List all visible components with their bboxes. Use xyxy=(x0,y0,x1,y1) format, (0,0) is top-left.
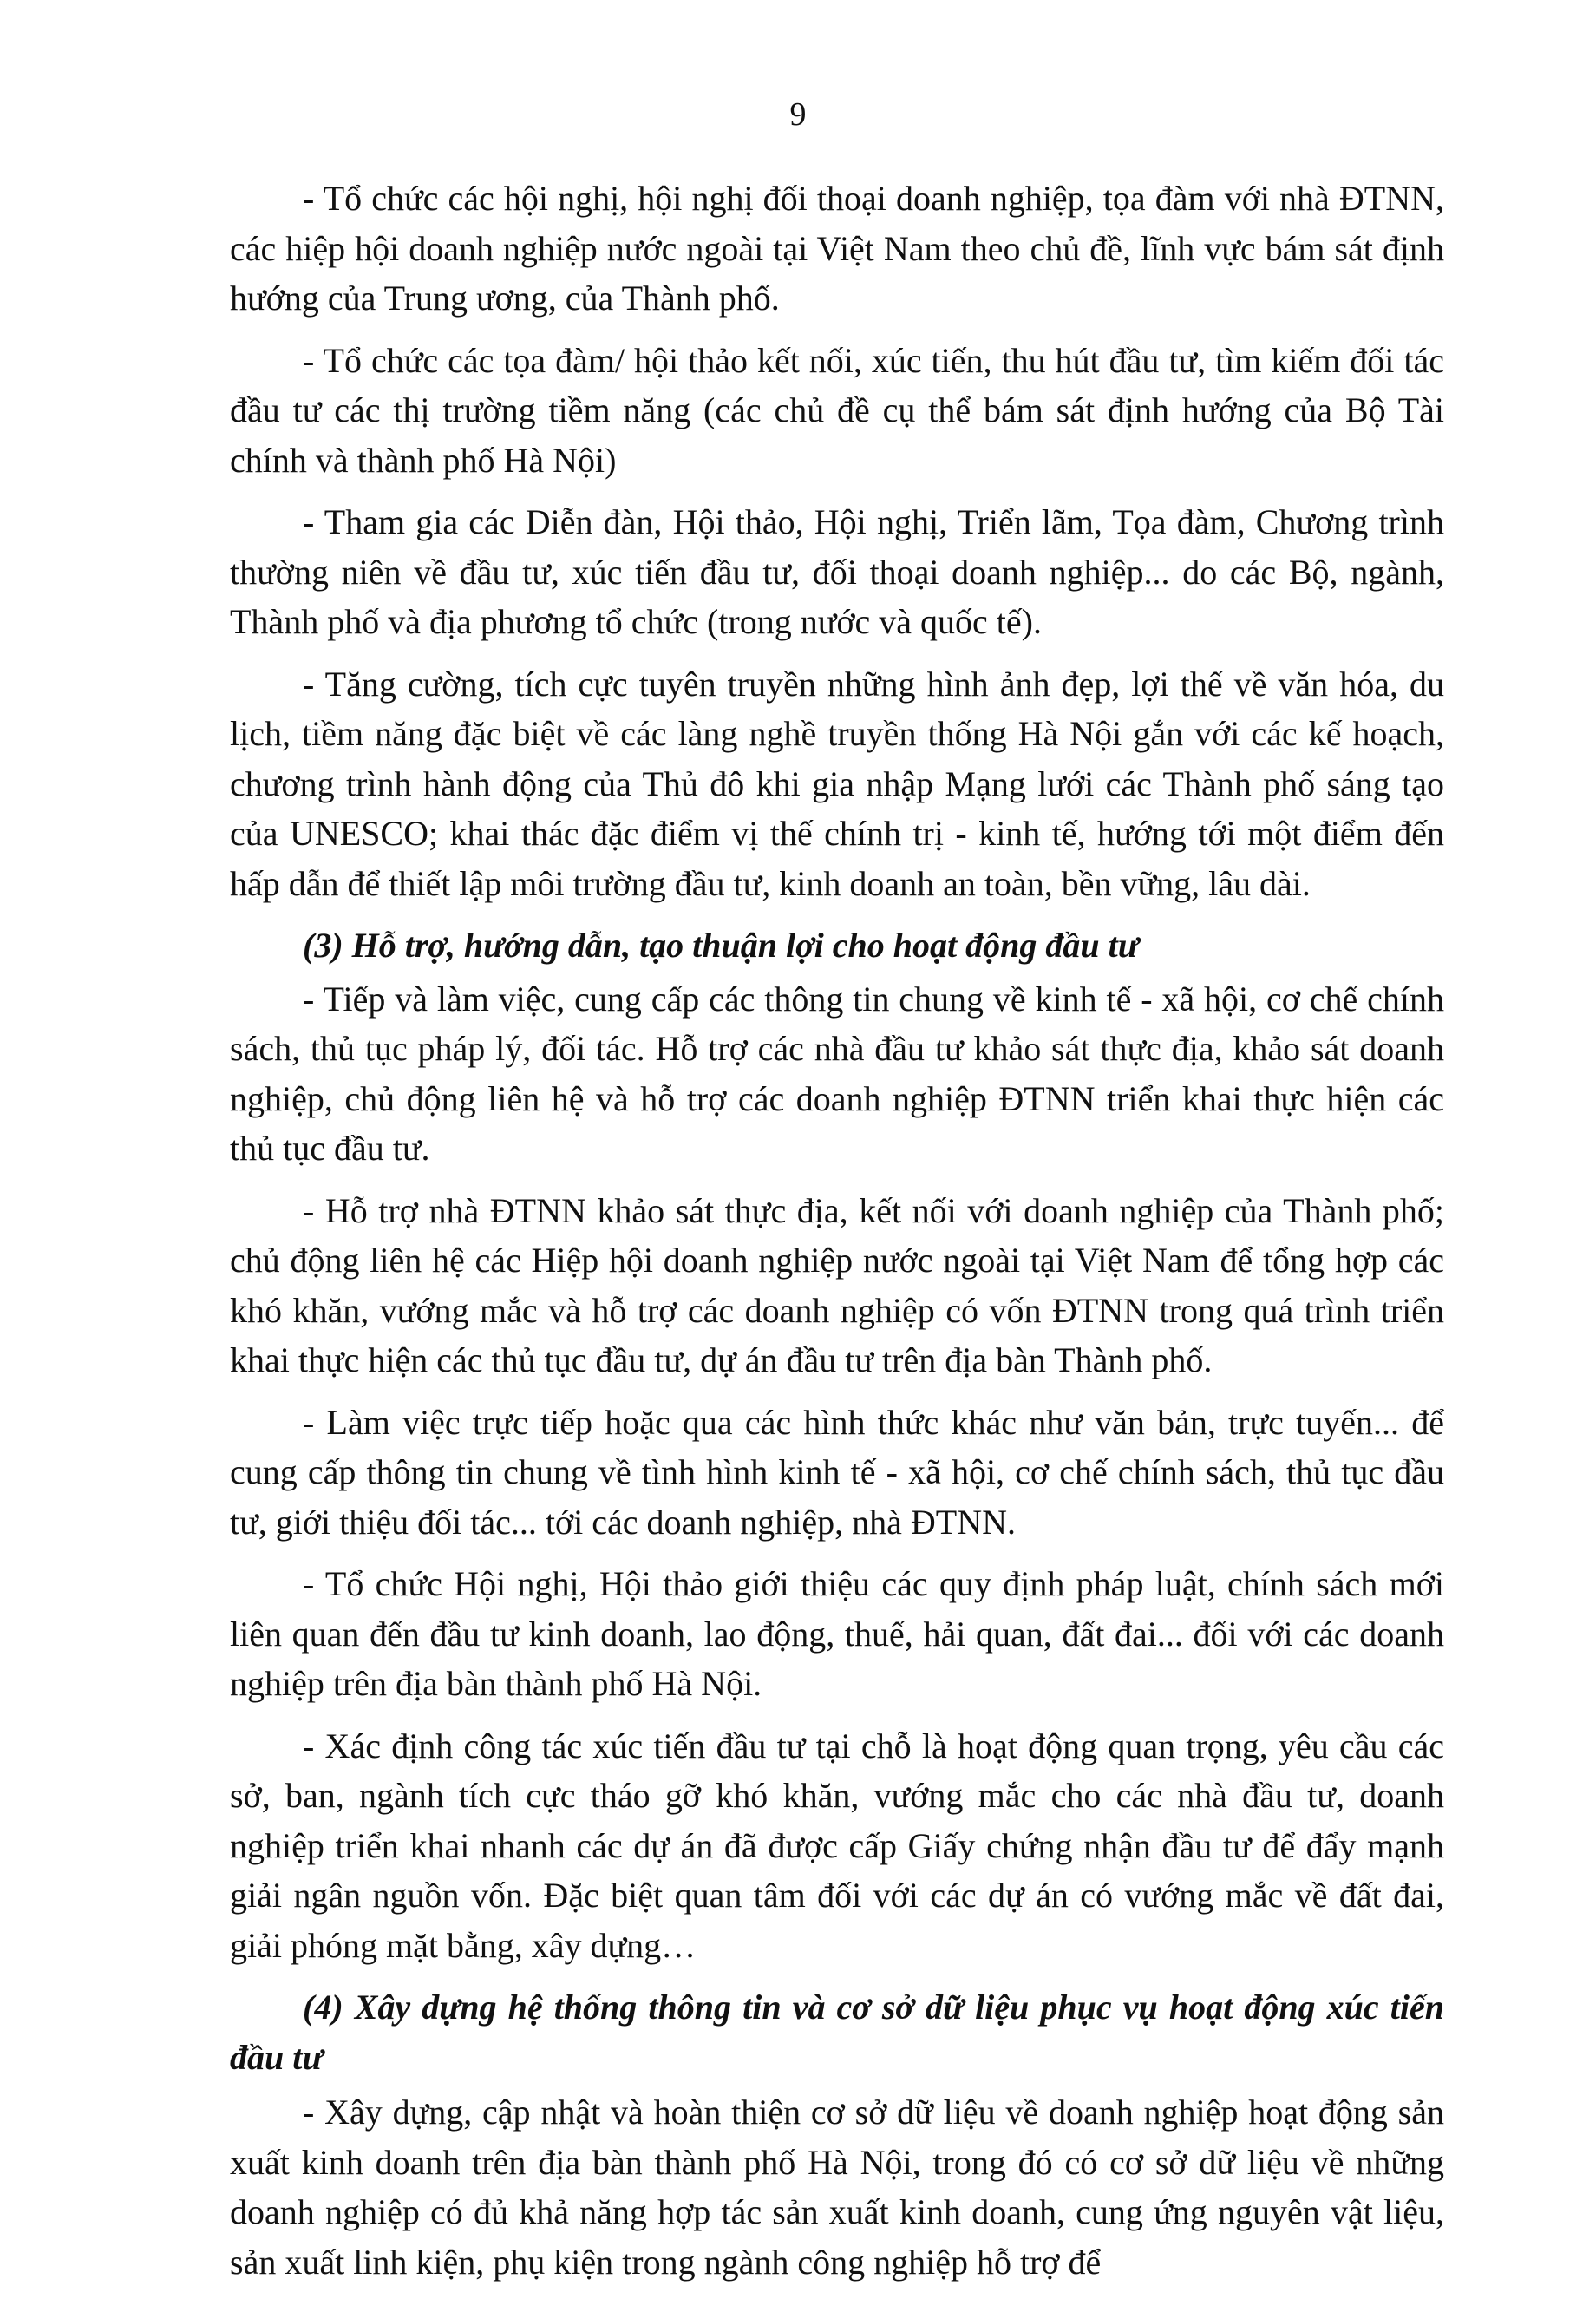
section-heading-3: (3) Hỗ trợ, hướng dẫn, tạo thuận lợi cho hoạt động đầu tư xyxy=(303,926,1139,965)
paragraph-onsite-promotion: - Xác định công tác xúc tiến đầu tư tại chỗ là hoạt động quan trọng, yêu cầu các sở, ban, ngành tích cực tháo gỡ khó khăn, vướng mắc cho các nhà đầu tư, doanh nghiệp triển khai nhanh các dự án đã được cấp Giấy chứng nhận đầu tư để đẩy mạnh giải ngân nguồn vốn. Đặc biệt quan tâm đối với các dự án có vướng mắc về đất đai, giải phóng mặt bằng, xây dựng… xyxy=(230,1726,1444,1965)
paragraph-receive-investors: - Tiếp và làm việc, cung cấp các thông tin chung về kinh tế - xã hội, cơ chế chính sách, thủ tục pháp lý, đối tác. Hỗ trợ các nhà đầu tư khảo sát thực địa, khảo sát doanh nghiệp, chủ động liên hệ và hỗ trợ các doanh nghiệp ĐTNN triển khai thực hiện các thủ tục đầu tư. xyxy=(230,979,1444,1168)
page-number: 9 xyxy=(789,96,807,133)
paragraph-legal-conferences: - Tổ chức Hội nghị, Hội thảo giới thiệu các quy định pháp luật, chính sách mới liên quan đến đầu tư kinh doanh, lao động, thuế, hải quan, đất đai... đối với các doanh nghiệp trên địa bàn thành phố Hà Nội. xyxy=(230,1564,1444,1703)
paragraph-forums: - Tham gia các Diễn đàn, Hội thảo, Hội nghị, Triển lãm, Tọa đàm, Chương trình thường niên về đầu tư, xúc tiến đầu tư, đối thoại doanh nghiệp... do các Bộ, ngành, Thành phố và địa phương tổ chức (trong nước và quốc tế). xyxy=(230,502,1444,641)
paragraph-promotion: - Tăng cường, tích cực tuyên truyền những hình ảnh đẹp, lợi thế về văn hóa, du lịch, tiềm năng đặc biệt về các làng nghề truyền thống Hà Nội gắn với các kế hoạch, chương trình hành động của Thủ đô khi gia nhập Mạng lưới các Thành phố sáng tạo của UNESCO; khai thác đặc điểm vị thế chính trị - kinh tế, hướng tới một điểm đến hấp dẫn để thiết lập môi trường đầu tư, kinh doanh an toàn, bền vững, lâu dài. xyxy=(230,664,1444,903)
document-body xyxy=(230,174,1444,2299)
paragraph-conferences: - Tổ chức các hội nghị, hội nghị đối thoại doanh nghiệp, tọa đàm với nhà ĐTNN, các hiệp hội doanh nghiệp nước ngoài tại Việt Nam theo chủ đề, lĩnh vực bám sát định hướng của Trung ương, của Thành phố. xyxy=(230,179,1444,318)
section-heading-4: (4) Xây dựng hệ thống thông tin và cơ sở dữ liệu phục vụ hoạt động xúc tiến đầu tư xyxy=(230,1988,1444,2077)
paragraph-direct-work: - Làm việc trực tiếp hoặc qua các hình thức khác như văn bản, trực tuyến... để cung cấp thông tin chung về tình hình kinh tế - xã hội, cơ chế chính sách, thủ tục đầu tư, giới thiệu đối tác... tới các doanh nghiệp, nhà ĐTNN. xyxy=(230,1402,1444,1542)
paragraph-database: - Xây dựng, cập nhật và hoàn thiện cơ sở dữ liệu về doanh nghiệp hoạt động sản xuất kinh doanh trên địa bàn thành phố Hà Nội, trong đó có cơ sở dữ liệu về những doanh nghiệp có đủ khả năng hợp tác sản xuất kinh doanh, cung ứng nguyên vật liệu, sản xuất linh kiện, phụ kiện trong ngành công nghiệp hỗ trợ để xyxy=(230,2093,1444,2282)
paragraph-seminars: - Tổ chức các tọa đàm/ hội thảo kết nối, xúc tiến, thu hút đầu tư, tìm kiếm đối tác đầu tư các thị trường tiềm năng (các chủ đề cụ thể bám sát định hướng của Bộ Tài chính và thành phố Hà Nội) xyxy=(230,340,1444,480)
paragraph-support-fdi: - Hỗ trợ nhà ĐTNN khảo sát thực địa, kết nối với doanh nghiệp của Thành phố; chủ động liên hệ các Hiệp hội doanh nghiệp nước ngoài tại Việt Nam để tổng hợp các khó khăn, vướng mắc và hỗ trợ các doanh nghiệp có vốn ĐTNN trong quá trình triển khai thực hiện các thủ tục đầu tư, dự án đầu tư trên địa bàn Thành phố. xyxy=(230,1190,1444,1379)
